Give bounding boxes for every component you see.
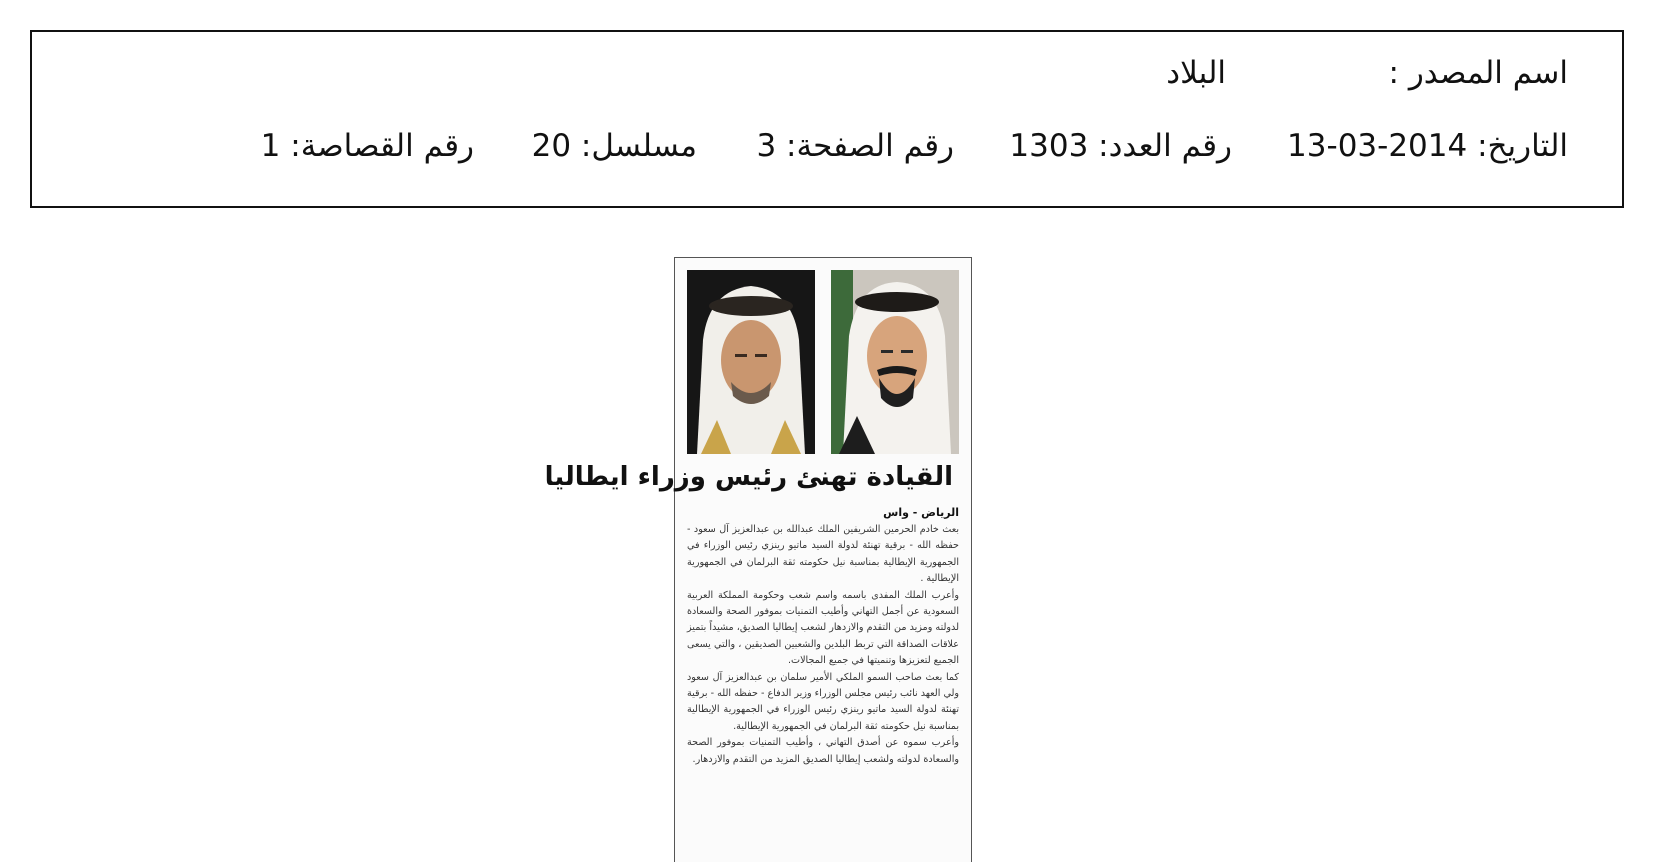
clip-number-field: رقم القصاصة: 1 xyxy=(260,128,474,164)
source-info-box xyxy=(30,30,1624,208)
article-body xyxy=(687,522,959,768)
article-paragraph: وأعرب سموه عن أصدق التهاني ، وأطيب التمنيات بموفور الصحة والسعادة لدولته ولشعب إيطاليا الصديق المزيد من التقدم والازدهار. xyxy=(687,737,959,765)
article-paragraph: وأعرب الملك المفدى باسمه واسم شعب وحكومة المملكة العربية السعودية عن أجمل التهاني وأطيب التمنيات بموفور الصحة والسعادة لدولته ومزيد من التقدم والازدهار لشعب إيطاليا الصديق، مشيداً بتميز علاقات الصداقة التي تربط البلدين والشعبين الصديقين ، والتي يسعى الجميع لتعزيزها وتنميتها في جميع المجالات. xyxy=(687,589,959,667)
page-number-field: رقم الصفحة: 3 xyxy=(756,128,954,164)
serial-field: مسلسل: 20 xyxy=(531,128,697,164)
article-byline: الرياض - واس xyxy=(883,506,959,519)
source-label: اسم المصدر : xyxy=(1388,55,1568,91)
portrait-photo-left xyxy=(687,270,815,454)
issue-number-field: رقم العدد: 1303 xyxy=(1009,128,1232,164)
newspaper-clipping xyxy=(544,257,972,862)
portrait-photo-right xyxy=(831,270,959,454)
article-headline: القيادة تهنئ رئيس وزراء ايطاليا xyxy=(544,462,953,492)
article-paragraph: كما بعث صاحب السمو الملكي الأمير سلمان بن عبدالعزيز آل سعود ولي العهد نائب رئيس مجلس الوزراء وزير الدفاع - حفظه الله - برقية تهنئة لدولة السيد ماتيو رينزي رئيس الوزراء في الجمهورية الإيطالية بمناسبة نيل حكومته ثقة البرلمان في الجمهورية الإيطالية. xyxy=(687,671,959,732)
date-field: التاريخ: 2014-03-13 xyxy=(1287,128,1568,164)
article-paragraph: بعث خادم الحرمين الشريفين الملك عبدالله بن عبدالعزيز آل سعود - حفظه الله - برقية تهنئة لدولة السيد ماتيو رينزي رئيس الوزراء في الجمهورية الإيطالية بمناسبة نيل حكومته ثقة البرلمان في الجمهورية الإيطالية . xyxy=(687,524,959,585)
source-value: البلاد xyxy=(1166,55,1226,91)
